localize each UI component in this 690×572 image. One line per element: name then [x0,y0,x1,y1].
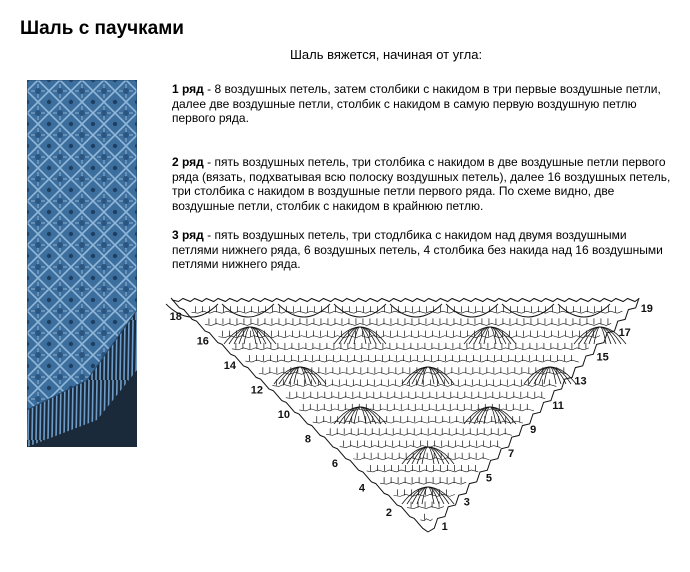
row-number-right: 3 [463,496,470,509]
row-number-right: 17 [618,327,631,340]
row-number-left: 8 [304,433,311,446]
row-1-description [172,82,672,126]
row-2-label: 2 ряд [172,155,204,169]
row-number-left: 14 [223,360,236,372]
row-2-text: - пять воздушных петель, три столбика с накидом в две воздушные петли первого ряда (вязать, подхватывая всю полоску воздушных петель), далее 16 воздушных петель, три столбика с накидом в воздушные петли первого ряда. По схеме видно, две воздушные петли, столбик с накидом в крайнюю петлю. [172,155,671,213]
row-number-right: 1 [441,520,448,533]
row-number-right: 19 [640,303,653,315]
row-number-left: 18 [169,311,182,323]
row-3-text: - пять воздушных петель, три стодлбика с накидом над двумя воздушными петлями нижнего ряда, 6 воздушных петель, 4 столбика без накида над 16 воздушными петлями нижнего ряда. [172,228,663,272]
row-number-left: 12 [250,384,264,397]
row-number-left: 16 [196,335,209,348]
row-number-right: 9 [530,424,537,436]
row-number-right: 5 [485,472,493,485]
row-number-left: 2 [385,507,393,519]
row-1-label: 1 ряд [172,82,204,96]
row-2-description [172,155,672,213]
row-number-right: 13 [574,375,587,388]
row-3-description [172,228,672,272]
row-number-right: 7 [508,448,515,461]
page-subtitle: Шаль вяжется, начиная от угла: [290,47,483,62]
row-1-text: - 8 воздушных петель, затем столбики с накидом в три первые воздушные петли, далее две воздушные петли, столбик с накидом в самую первую воздушную петлю первого ряда. [172,82,661,126]
row-number-right: 15 [596,351,609,364]
page-title: Шаль с паучками [20,18,184,39]
row-number-right: 11 [552,399,564,412]
shawl-photo [27,80,137,447]
diagram-lines [166,298,639,532]
row-number-left: 6 [331,458,338,470]
crochet-diagram [160,292,670,542]
row-3-label: 3 ряд [172,228,204,242]
row-number-left: 10 [277,409,291,421]
row-number-left: 4 [358,482,366,495]
